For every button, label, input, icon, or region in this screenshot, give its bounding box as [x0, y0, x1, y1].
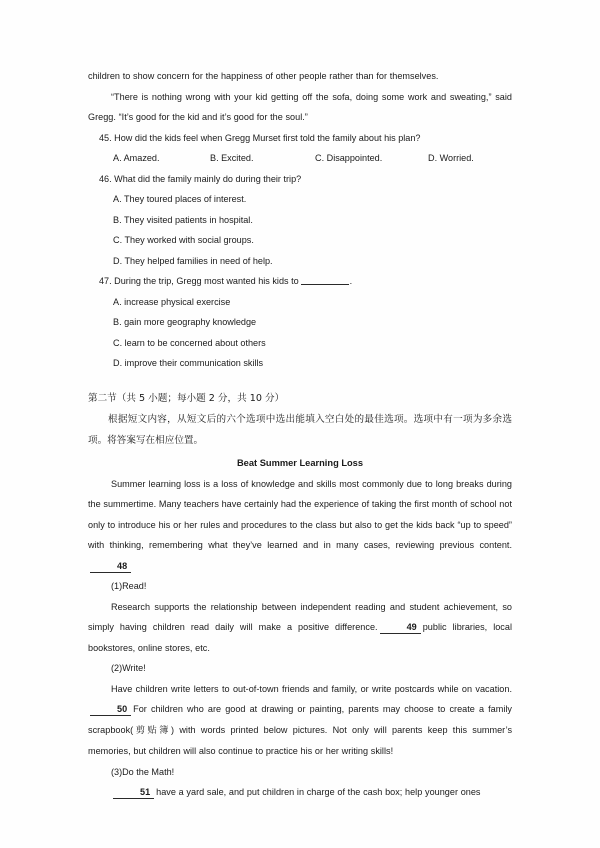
question-47-stem-text: 47. During the trip, Gregg most wanted his kids to [99, 276, 299, 286]
question-47-stem-period: . [349, 276, 353, 286]
question-46-option-d[interactable]: D. They helped families in need of help. [113, 255, 273, 266]
question-45-option-a[interactable]: A. Amazed. [113, 153, 160, 163]
blank-51[interactable]: 51 [113, 786, 154, 799]
scrapbook-chinese-gloss: 剪贴簿 [133, 724, 172, 736]
question-46-option-b[interactable]: B. They visited patients in hospital. [113, 214, 253, 225]
subsection-2-text-after-1: For children who are good at drawing or painting, parents may choose to create a family scrapbook( [88, 704, 512, 735]
article-intro-paragraph [88, 474, 512, 577]
subsection-3-text-after: have a yard sale, and put children in charge of the cash box; help younger ones [156, 787, 481, 797]
question-47-stem [88, 271, 512, 292]
article-intro-text: Summer learning loss is a loss of knowledge and skills most commonly due to long breaks during the summertime. Many teachers have certainly had the experience of taking the first month of school not only to introduce his or her rules and procedures to the class but also to get the kids back “up to speed” with thinking, remembering what they’ve learned and in many cases, reviewing previous content. [88, 478, 512, 550]
blank-49[interactable]: 49 [380, 621, 421, 634]
question-45-stem: 45. How did the kids feel when Gregg Murset first told the family about his plan? [99, 132, 421, 143]
page-content [88, 66, 512, 803]
subsection-2-body [88, 679, 512, 762]
question-45-options [88, 148, 512, 169]
subsection-2-text-before: Have children write letters to out-of-town friends and family, or write postcards while on vacation. [111, 683, 512, 694]
passage-tail-line-2: “There is nothing wrong with your kid getting off the sofa, doing some work and sweating,” said Gregg. “It’s good for the kid and it’s good for the soul.” [88, 91, 512, 122]
subsection-1-text-before: Research supports the relationship between independent reading and student achievement, so simply having children read daily will make a positive difference. [88, 601, 512, 632]
section-two-instructions: 根据短文内容，从短文后的六个选项中选出能填入空白处的最佳选项。选项中有一项为多余选项。将答案写在相应位置。 [88, 413, 512, 446]
question-47-option-a[interactable]: A. increase physical exercise [113, 296, 231, 307]
subsection-1-body [88, 597, 512, 659]
question-46-stem: 46. What did the family mainly do during their trip? [99, 173, 302, 184]
section-two-heading: 第二节（共 5 小题；每小题 2 分，共 10 分） [88, 392, 285, 404]
subsection-3-body [88, 782, 512, 803]
blank-48[interactable]: 48 [90, 560, 131, 573]
subsection-2-label: (2)Write! [111, 663, 146, 673]
question-47-option-b[interactable]: B. gain more geography knowledge [113, 317, 257, 327]
question-47-option-c[interactable]: C. learn to be concerned about others [113, 337, 266, 348]
subsection-2-text-after-2: ) with words printed below pictures. Not only will parents keep this summer’s memories, but children will also continue to practice his or her writing skills! [88, 724, 513, 756]
question-45-option-c[interactable]: C. Disappointed. [315, 153, 383, 163]
question-45-option-d[interactable]: D. Worried. [428, 153, 474, 163]
question-47-option-d[interactable]: D. improve their communication skills [113, 358, 264, 368]
subsection-3-label: (3)Do the Math! [111, 766, 175, 777]
subsection-1-label: (1)Read! [111, 581, 147, 591]
question-45-option-b[interactable]: B. Excited. [210, 153, 254, 163]
subsection-1-text-after: public libraries, local bookstores, online stores, etc. [88, 622, 512, 653]
section-gap [88, 374, 512, 388]
question-46-option-c[interactable]: C. They worked with social groups. [113, 235, 254, 245]
blank-50[interactable]: 50 [90, 703, 131, 716]
question-47-answer-blank[interactable] [301, 275, 349, 285]
passage-tail-line-1: children to show concern for the happiness of other people rather than for themselves. [88, 71, 439, 81]
question-46-option-a[interactable]: A. They toured places of interest. [113, 194, 247, 204]
article-title: Beat Summer Learning Loss [236, 457, 364, 468]
